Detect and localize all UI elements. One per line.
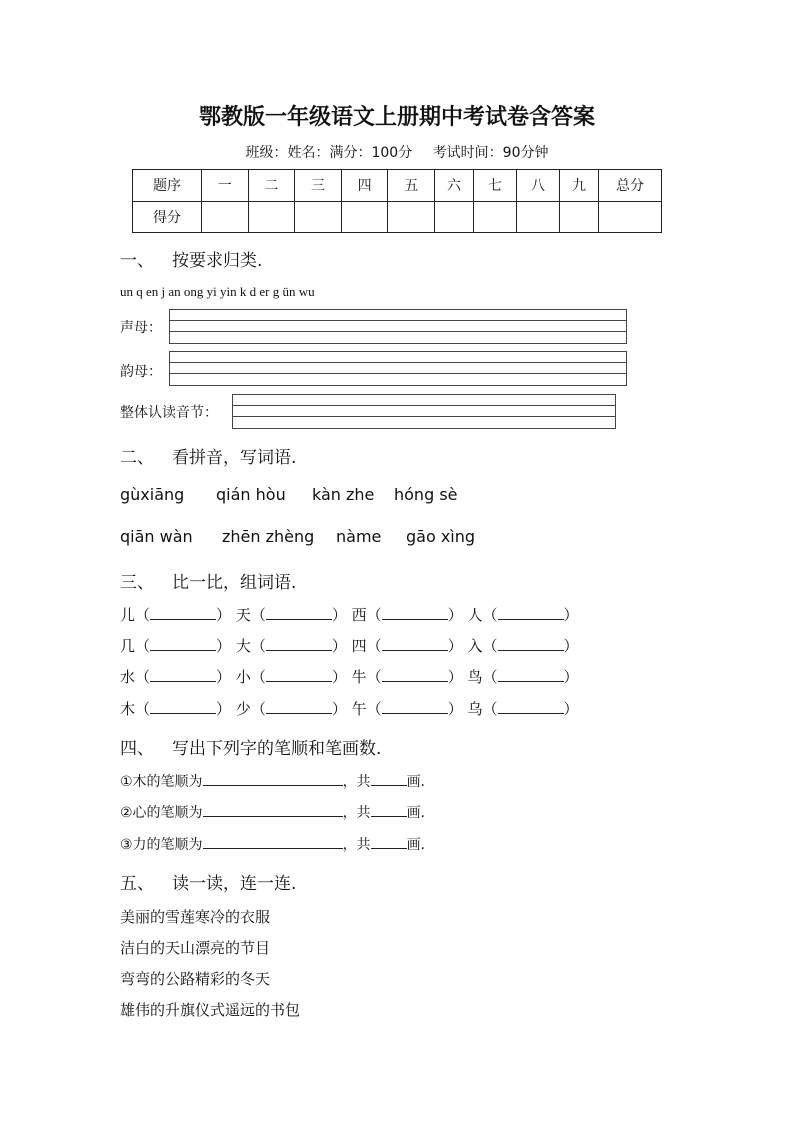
paren: （ [366,700,382,718]
compare-row [120,666,579,687]
score-cell[interactable] [341,201,388,233]
section-number: 二、 [120,448,154,468]
score-cell[interactable] [248,201,295,233]
match-line: 雄伟的升旗仪式遥远的书包 [120,1001,301,1019]
character: 儿 [120,606,136,624]
pinyin-word: qián hòu [216,485,286,504]
gong-text: ，共 [342,805,371,821]
section-number: 五、 [120,874,154,894]
stroke-order-blank[interactable] [203,771,343,786]
paren: ） [331,700,347,718]
yunmu-label: 韵母： [120,364,162,380]
paren: ） [216,700,232,718]
stroke-prompt: ①木的笔顺为 [120,774,203,790]
character: 水 [120,668,136,686]
pinyin-letter-list: un q en j an ong yi yin k d er g ün wu [120,284,315,299]
pinyin-word: hóng sè [394,485,458,504]
header-cell: 四 [341,170,388,202]
answer-blank[interactable] [266,699,332,714]
compare-row [120,698,579,719]
gong-text: ，共 [342,837,371,853]
answer-blank[interactable] [498,699,564,714]
zhengti-writing-lines[interactable] [232,394,616,429]
character: 木 [120,700,136,718]
section-3-heading [120,568,296,593]
header-cell: 六 [435,170,474,202]
answer-blank[interactable] [382,699,448,714]
character: 大 [235,637,251,655]
stroke-prompt: ②心的笔顺为 [120,805,203,821]
character: 午 [351,700,367,718]
match-line: 美丽的雪莲寒冷的衣服 [120,908,271,926]
page-title: 鄂教版一年级语文上册期中考试卷含答案 [198,104,595,130]
paren: ） [563,637,579,655]
stroke-count-blank[interactable] [371,771,407,786]
header-cell: 题序 [133,170,202,202]
writing-line [170,373,626,374]
paren: （ [482,606,498,624]
stroke-prompt: ③力的笔顺为 [120,837,203,853]
section-number: 三、 [120,573,154,593]
character: 天 [235,606,251,624]
paren: （ [135,606,151,624]
header-cell: 五 [388,170,435,202]
section-title: 写出下列字的笔顺和笔画数. [172,739,382,759]
paren: ） [563,700,579,718]
paren: ） [447,700,463,718]
shengmu-writing-lines[interactable] [169,309,627,344]
section-title: 按要求归类. [172,251,263,271]
score-cell[interactable] [474,201,517,233]
class-name-score: 班级：姓名：满分：100分 [245,145,413,161]
score-cell[interactable] [388,201,435,233]
character: 小 [235,668,251,686]
character: 西 [351,606,367,624]
character: 乌 [467,700,483,718]
section-number: 一、 [120,251,154,271]
section-5-heading [120,869,296,894]
header-cell: 一 [202,170,249,202]
answer-blank[interactable] [150,605,216,620]
section-title: 读一读，连一连. [172,874,297,894]
character: 少 [235,700,251,718]
stroke-item [120,771,425,791]
paren: （ [482,637,498,655]
paren: ） [216,606,232,624]
paren: （ [366,637,382,655]
paren: ） [447,668,463,686]
writing-line [233,405,615,406]
stroke-item [120,834,425,854]
section-2-heading [120,443,296,468]
answer-blank[interactable] [498,605,564,620]
pinyin-word: zhēn zhèng [222,527,315,546]
answer-blank[interactable] [498,667,564,682]
paren: ） [563,668,579,686]
paren: （ [482,668,498,686]
paren: ） [331,606,347,624]
paren: ） [331,668,347,686]
paren: ） [216,668,232,686]
answer-blank[interactable] [266,636,332,651]
paren: （ [250,637,266,655]
pinyin-word: gāo xìng [406,527,476,546]
score-table-header-row [133,170,662,202]
paren: ） [447,637,463,655]
answer-blank[interactable] [150,667,216,682]
writing-line [170,331,626,332]
score-label: 得分 [133,201,202,233]
section-number: 四、 [120,739,154,759]
zhengti-label: 整体认读音节： [120,405,218,421]
character: 入 [467,637,483,655]
answer-blank[interactable] [150,699,216,714]
score-cell[interactable] [435,201,474,233]
character: 人 [467,606,483,624]
pinyin-row [120,527,475,546]
stroke-order-blank[interactable] [203,834,343,849]
character: 几 [120,637,136,655]
score-cell[interactable] [517,201,560,233]
score-cell[interactable] [202,201,249,233]
header-cell: 总分 [599,170,662,202]
pinyin-word: nàme [336,527,382,546]
answer-blank[interactable] [498,636,564,651]
pinyin-row [120,485,458,504]
paren: ） [447,606,463,624]
answer-blank[interactable] [382,636,448,651]
compare-row [120,635,579,656]
character: 鸟 [467,668,483,686]
stroke-order-blank[interactable] [203,802,343,817]
stroke-count-blank[interactable] [371,802,407,817]
gong-text: ，共 [342,774,371,790]
score-table [132,169,662,233]
section-4-heading [120,734,381,759]
paren: （ [366,668,382,686]
score-cell[interactable] [295,201,342,233]
paren: （ [250,700,266,718]
answer-blank[interactable] [266,605,332,620]
pinyin-word: gùxiāng [120,485,185,504]
paren: ） [563,606,579,624]
paren: （ [135,637,151,655]
paren: ） [216,637,232,655]
paren: （ [482,700,498,718]
score-cell[interactable] [560,201,599,233]
stroke-count-blank[interactable] [371,834,407,849]
character: 牛 [351,668,367,686]
compare-row [120,604,579,625]
section-title: 看拼音，写词语. [172,448,297,468]
pinyin-word: kàn zhe [312,485,375,504]
answer-blank[interactable] [382,667,448,682]
header-cell: 二 [248,170,295,202]
writing-line [170,320,626,321]
writing-line [233,416,615,417]
answer-blank[interactable] [150,636,216,651]
stroke-item [120,802,425,822]
header-cell: 八 [517,170,560,202]
section-1-heading [120,246,262,271]
match-line: 弯弯的公路精彩的冬天 [120,970,271,988]
paren: （ [366,606,382,624]
exam-meta [0,142,794,162]
paren: （ [135,668,151,686]
paren: （ [135,700,151,718]
paren: （ [250,606,266,624]
answer-blank[interactable] [266,667,332,682]
header-cell: 三 [295,170,342,202]
score-table-score-row [133,201,662,233]
character: 四 [351,637,367,655]
section-title: 比一比，组词语. [172,573,297,593]
header-cell: 七 [474,170,517,202]
hua-text: 画. [406,774,426,790]
header-cell: 九 [560,170,599,202]
score-cell[interactable] [599,201,662,233]
match-line: 洁白的天山漂亮的节目 [120,939,271,957]
exam-time: 考试时间：90分钟 [432,145,549,161]
writing-line [170,362,626,363]
shengmu-label: 声母： [120,320,162,336]
paren: ） [331,637,347,655]
paren: （ [250,668,266,686]
hua-text: 画. [406,805,426,821]
pinyin-word: qiān wàn [120,527,193,546]
yunmu-writing-lines[interactable] [169,351,627,386]
answer-blank[interactable] [382,605,448,620]
hua-text: 画. [406,837,426,853]
